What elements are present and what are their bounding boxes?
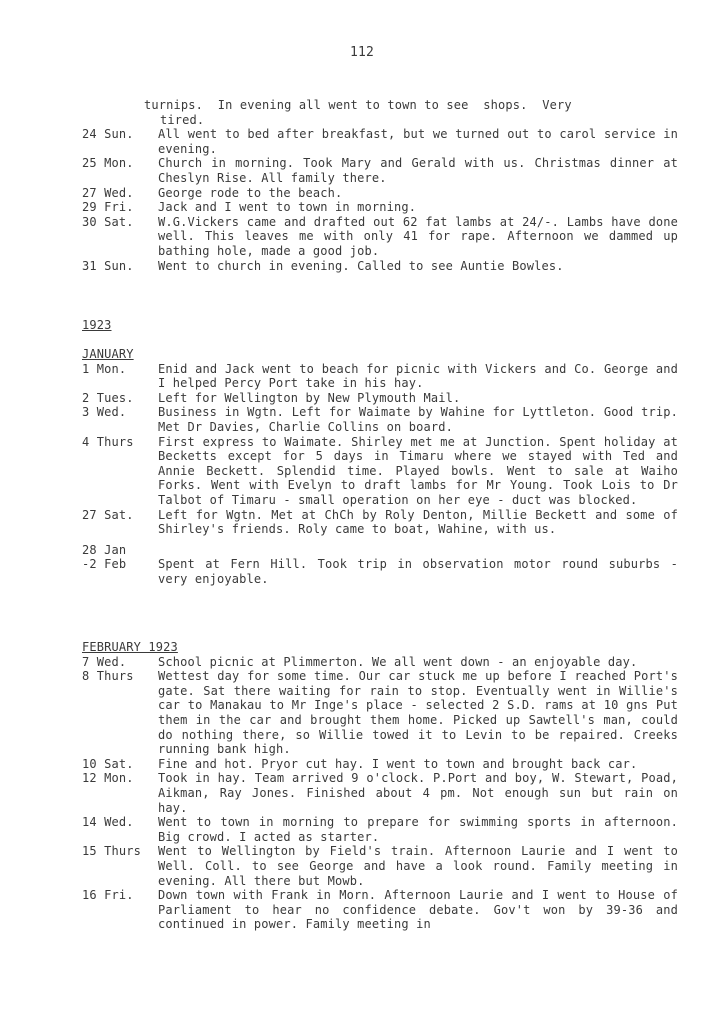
entry-date: 1 Mon.: [82, 361, 127, 376]
entry-text: Took in hay. Team arrived 9 o'clock. P.Port and boy, W. Stewart, Poad, Aikman, Ray Jones. Finished about 4 pm. Not enough sun but rain on hay.: [158, 771, 678, 815]
entry-text: All went to bed after breakfast, but we turned out to carol service in evening.: [158, 127, 678, 156]
entry-date: 8 Thurs: [82, 669, 134, 684]
year-section: [82, 318, 682, 333]
entry-text: Left for Wgtn. Met at ChCh by Roly Denton, Millie Beckett and some of Shirley's friends. Roly came to boat, Wahine, with us.: [158, 507, 678, 537]
entry-date: 27 Wed.: [82, 185, 134, 200]
entry-date: 2 Tues.: [82, 390, 134, 405]
diary-entry-range: [82, 543, 682, 558]
entry-date: 7 Wed.: [82, 654, 127, 669]
entry-text: Spent at Fern Hill. Took trip in observation motor round suburbs - very enjoyable.: [158, 557, 678, 586]
entry-date: 25 Mon.: [82, 156, 134, 171]
diary-entry: [82, 186, 682, 201]
diary-entry: [82, 259, 682, 274]
diary-entry: [82, 362, 682, 391]
entry-date: 16 Fri.: [82, 888, 134, 903]
february-section: [82, 640, 682, 932]
entry-text: Enid and Jack went to beach for picnic with Vickers and Co. George and I helped Percy Port take in his hay.: [158, 361, 678, 391]
entry-date-start: 28 Jan: [82, 542, 127, 557]
diary-entry: [82, 156, 682, 185]
diary-entry: [82, 771, 682, 815]
february-heading: FEBRUARY 1923: [82, 640, 178, 654]
diary-entry: [82, 888, 682, 932]
diary-entry: [82, 405, 682, 434]
diary-entry: [82, 669, 682, 757]
entry-date: 29 Fri.: [82, 200, 134, 215]
entry-date: 3 Wed.: [82, 405, 127, 420]
diary-entry: [82, 391, 682, 406]
entry-date-end: -2 Feb: [82, 557, 127, 572]
entry-date: 12 Mon.: [82, 771, 134, 786]
entry-date: 24 Sun.: [82, 127, 134, 142]
january-heading: JANUARY: [82, 347, 134, 361]
entry-text: First express to Waimate. Shirley met me at Junction. Spent holiday at Becketts except for 5 days in Timaru where we stayed with Ted and Annie Beckett. Splendid time. Played bowls. Went to sale at Waiho Forks. Went with Evelyn to draft lambs for Mr Young. Took Lois to Dr Talbot of Timaru - small operation on her eye - duct was blocked.: [158, 434, 678, 507]
entry-text: George rode to the beach.: [158, 185, 343, 200]
entry-text: Went to town in morning to prepare for swimming sports in afternoon. Big crowd. I acted as starter.: [158, 815, 678, 844]
entry-text: Church in morning. Took Mary and Gerald with us. Christmas dinner at Cheslyn Rise. All family there.: [158, 156, 678, 185]
diary-entry: [82, 655, 682, 670]
entry-text: Went to Wellington by Field's train. Afternoon Laurie and I went to Well. Coll. to see George and have a look round. Family meeting in evening. All there but Mowb.: [158, 844, 678, 888]
entry-text: Business in Wgtn. Left for Waimate by Wahine for Lyttleton. Good trip. Met Dr Davies, Charlie Collins on board.: [158, 405, 678, 434]
entry-date: 27 Sat.: [82, 507, 134, 522]
entry-date: 10 Sat.: [82, 756, 134, 771]
entry-date: 4 Thurs: [82, 434, 134, 449]
entry-text: Went to church in evening. Called to see Auntie Bowles.: [158, 258, 564, 273]
entry-text: Fine and hot. Pryor cut hay. I went to town and brought back car.: [158, 756, 638, 771]
page-number: 112: [350, 45, 374, 60]
carryover-line-2: tired.: [160, 112, 205, 127]
diary-entry: [82, 844, 682, 888]
diary-entry: [82, 757, 682, 772]
year-heading: 1923: [82, 318, 112, 332]
diary-entry: [82, 557, 682, 586]
entry-date: 15 Thurs: [82, 844, 141, 859]
entry-text: Wettest day for some time. Our car stuck me up before I reached Port's gate. Sat there waiting for rain to stop. Eventually went in Willie's car to Manakau to Mr Inge's place - selected 2 S.D. rams at 10 gns Put them in the car and brought them home. Picked up Sawtell's man, could do nothing there, so Willie towed it to Levin to be repaired. Creeks running bank high.: [158, 669, 678, 757]
entry-text: Jack and I went to town in morning.: [158, 200, 417, 215]
entry-date: 14 Wed.: [82, 815, 134, 830]
entry-date: 30 Sat.: [82, 214, 134, 229]
diary-entry: [82, 508, 682, 537]
entry-text: W.G.Vickers came and drafted out 62 fat lambs at 24/-. Lambs have done well. This leaves me with only 41 for rape. Afternoon we dammed up bathing hole, made a good job.: [158, 214, 678, 258]
diary-entry: [82, 127, 682, 156]
entry-text: Left for Wellington by New Plymouth Mail.: [158, 390, 461, 405]
diary-entry: [82, 815, 682, 844]
january-section: [82, 347, 682, 587]
entry-text: Down town with Frank in Morn. Afternoon Laurie and I went to House of Parliament to hear no confidence debate. Gov't won by 39-36 and continued in power. Family meeting in: [158, 888, 678, 932]
diary-entry: [82, 215, 682, 259]
entry-text: School picnic at Plimmerton. We all went down - an enjoyable day.: [158, 654, 638, 669]
carryover-line-1: turnips. In evening all went to town to see shops. Very: [144, 98, 572, 112]
december-section: [82, 98, 682, 273]
diary-entry: [82, 200, 682, 215]
carryover-entry: [82, 98, 602, 127]
entry-date: 31 Sun.: [82, 258, 134, 273]
diary-entry: [82, 435, 682, 508]
